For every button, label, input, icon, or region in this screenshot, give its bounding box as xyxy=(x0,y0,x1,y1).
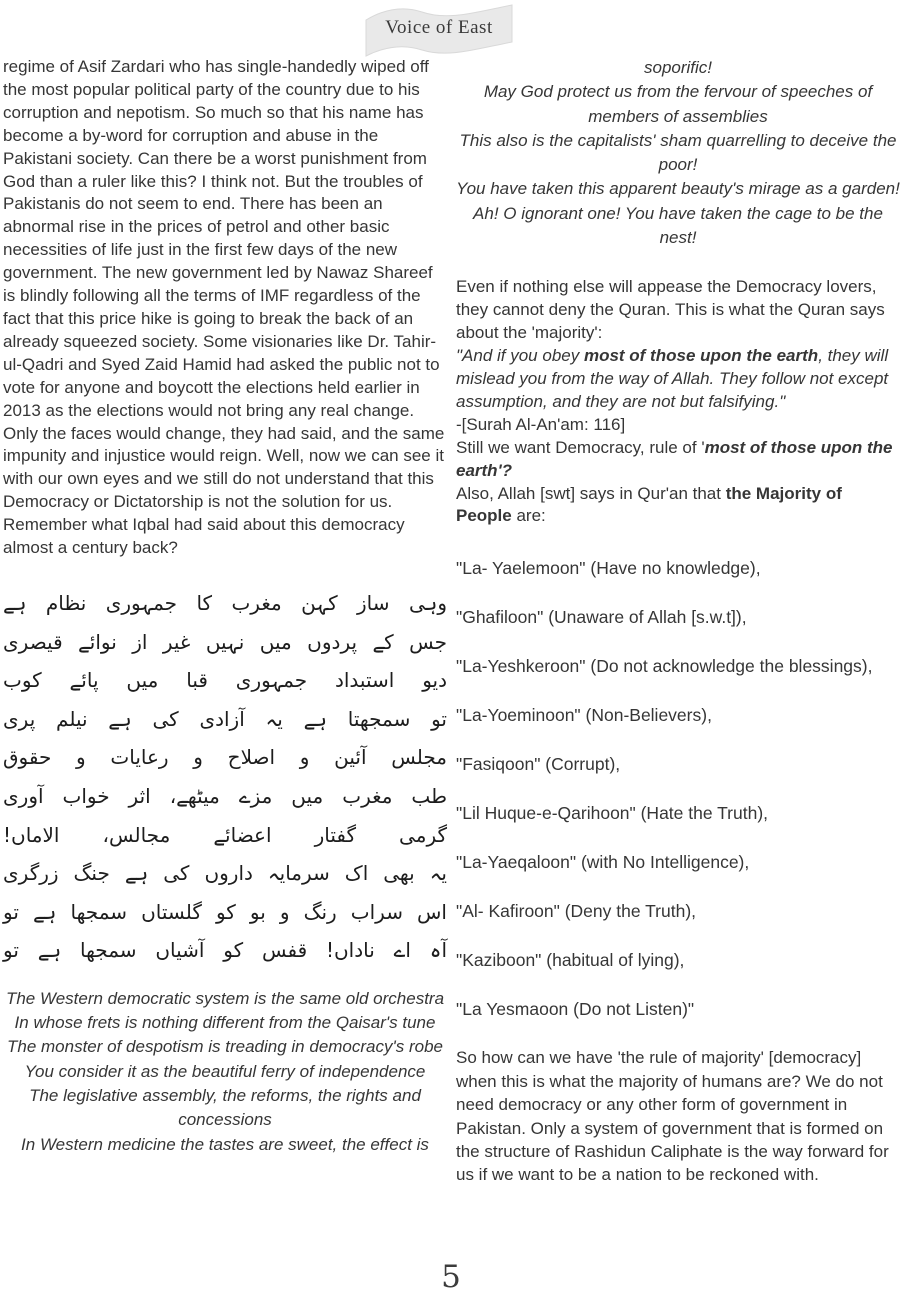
urdu-poem-line: جس کے پردوں میں نہیں غیر از نوائے قیصری xyxy=(3,629,447,654)
majority-of-people-line xyxy=(456,483,900,529)
democracy-quran-section xyxy=(456,276,900,528)
majority-term-item: "La- Yaelemoon" (Have no knowledge), xyxy=(456,558,761,579)
majority-term-item: "La Yesmaoon (Do not Listen)" xyxy=(456,998,695,1019)
quote-text: "And if you obey xyxy=(456,346,584,366)
poem-translation-line: Ah! O ignorant one! You have taken the cage to be the nest! xyxy=(473,203,883,248)
header-banner xyxy=(364,2,514,58)
poem-translation-line: The legislative assembly, the reforms, the rights and concessions xyxy=(29,1086,421,1130)
publication-title: Voice of East xyxy=(385,17,493,38)
majority-terms-list xyxy=(456,557,900,1020)
quran-quote xyxy=(456,345,900,414)
urdu-poem-line: اس سراب رنگ و بو کو گلستاں سمجھا ہے تو xyxy=(3,899,447,924)
urdu-poem-line: مجلس آئین و اصلاح و رعایات و حقوق xyxy=(3,745,447,770)
article-paragraph: regime of Asif Zardari who has single-handedly wiped off the most popular political party of the country due to his corruption and nepotism. So much so that his name has become a by-word for corruption and abuse in the Pakistani society. Can there be a worst punishment from God than a ruler like this? I think not. But the troubles of Pakistanis do not seem to end. There has been an abnormal rise in the prices of petrol and other basic necessities of life just in the first few days of the new government. The new government led by Nawaz Shareef is blindly following all the terms of IMF regardless of the fact that this price hike is going to break the back of an already squeezed society. Some visionaries like Dr. Tahir-ul-Qadri and Syed Zaid Hamid had asked the public not to vote for anyone and boycott the elections held earlier in 2013 as the elections would not bring any real change. Only the faces would change, they had said, and the same impunity and injustice would reign. Well, now we can see it with our own eyes and we still do not understand that this Democracy or Dictatorship is not the solution for us. Remember what Iqbal had said about this democracy almost a century back? xyxy=(3,57,445,558)
poem-translation-line: In Western medicine the tastes are sweet, the effect is xyxy=(21,1134,429,1154)
still-want-democracy-line xyxy=(456,437,900,483)
poem-translation-line: May God protect us from the fervour of speeches of members of assemblies xyxy=(483,82,873,126)
quote-bold-text: most of those upon the earth xyxy=(583,346,819,366)
still-text: Still we want Democracy, rule of ' xyxy=(456,437,705,457)
quote-text: , they will mislead you from the way of Allah. They follow not except assumption, and they are not but falsifying." xyxy=(456,346,889,411)
also-text: Also, Allah [swt] says in Qur'an that xyxy=(456,483,726,503)
majority-term-item: "Ghafiloon" (Unaware of Allah [s.w.t]), xyxy=(456,607,747,628)
poem-translation-line: This also is the capitalists' sham quarrelling to deceive the poor! xyxy=(459,130,897,175)
urdu-poem xyxy=(3,584,447,970)
poem-translation-line: The monster of despotism is treading in democracy's robe xyxy=(7,1037,443,1057)
urdu-poem-line: گرمی گفتار اعضائے مجالس، الاماں! xyxy=(3,822,447,847)
majority-term-item: "La-Yeshkeroon" (Do not acknowledge the blessings), xyxy=(456,656,873,677)
urdu-poem-line: یہ بھی اک سرمایہ داروں کی ہے جنگ زرگری xyxy=(3,861,447,886)
majority-term-item: "Fasiqoon" (Corrupt), xyxy=(456,753,621,774)
majority-term-item: "Kaziboon" (habitual of lying), xyxy=(456,949,685,970)
majority-term-item: "La-Yoeminoon" (Non-Believers), xyxy=(456,705,712,726)
poem-translation-line: You have taken this apparent beauty's mirage as a garden! xyxy=(456,179,900,199)
urdu-poem-line: وہی ساز کہن مغرب کا جمہوری نظام ہے xyxy=(3,590,447,615)
surah-reference: -[Surah Al-An'am: 116] xyxy=(456,414,626,434)
majority-term-item: "Al- Kafiroon" (Deny the Truth), xyxy=(456,900,697,921)
also-text: are: xyxy=(511,506,546,526)
poem-translation-line: You consider it as the beautiful ferry of independence xyxy=(24,1061,426,1081)
urdu-poem-line: طب مغرب میں مزے میٹھے، اثر خواب آوری xyxy=(3,783,447,808)
poem-translation-line: soporific! xyxy=(643,58,713,77)
right-column xyxy=(456,56,900,1187)
still-bold-text: most of those upon the earth'? xyxy=(456,437,893,480)
intro-paragraph: Even if nothing else will appease the Democracy lovers, they cannot deny the Quran. This is what the Quran says about the 'majority': xyxy=(456,277,885,343)
poem-translation-line: In whose frets is nothing different from the Qaisar's tune xyxy=(14,1013,436,1033)
page-number: 5 xyxy=(441,1259,461,1295)
majority-term-item: "La-Yaeqaloon" (with No Intelligence), xyxy=(456,851,750,872)
closing-paragraph: So how can we have 'the rule of majority' [democracy] when this is what the majority of humans are? We do not need democracy or any other form of government in Pakistan. Only a system of government that is formed on the structure of Rashidun Caliphate is the way forward for us if we want to be a nation to be reckoned with. xyxy=(456,1048,889,1185)
left-column xyxy=(3,56,447,1187)
poem-translation-line: The Western democratic system is the same old orchestra xyxy=(5,988,445,1008)
urdu-poem-line: دیو استبداد جمہوری قبا میں پائے کوب xyxy=(3,668,447,693)
poem-translation-continued xyxy=(456,56,900,250)
two-column-layout xyxy=(3,56,899,1187)
also-bold-text: the Majority of People xyxy=(456,483,842,526)
urdu-poem-line: آہ اے ناداں! قفس کو آشیاں سمجھا ہے تو xyxy=(3,938,447,963)
poem-translation xyxy=(3,987,447,1157)
urdu-poem-line: تو سمجھتا ہے یہ آزادی کی ہے نیلم پری xyxy=(3,706,447,731)
majority-term-item: "Lil Huque-e-Qarihoon" (Hate the Truth), xyxy=(456,802,769,823)
